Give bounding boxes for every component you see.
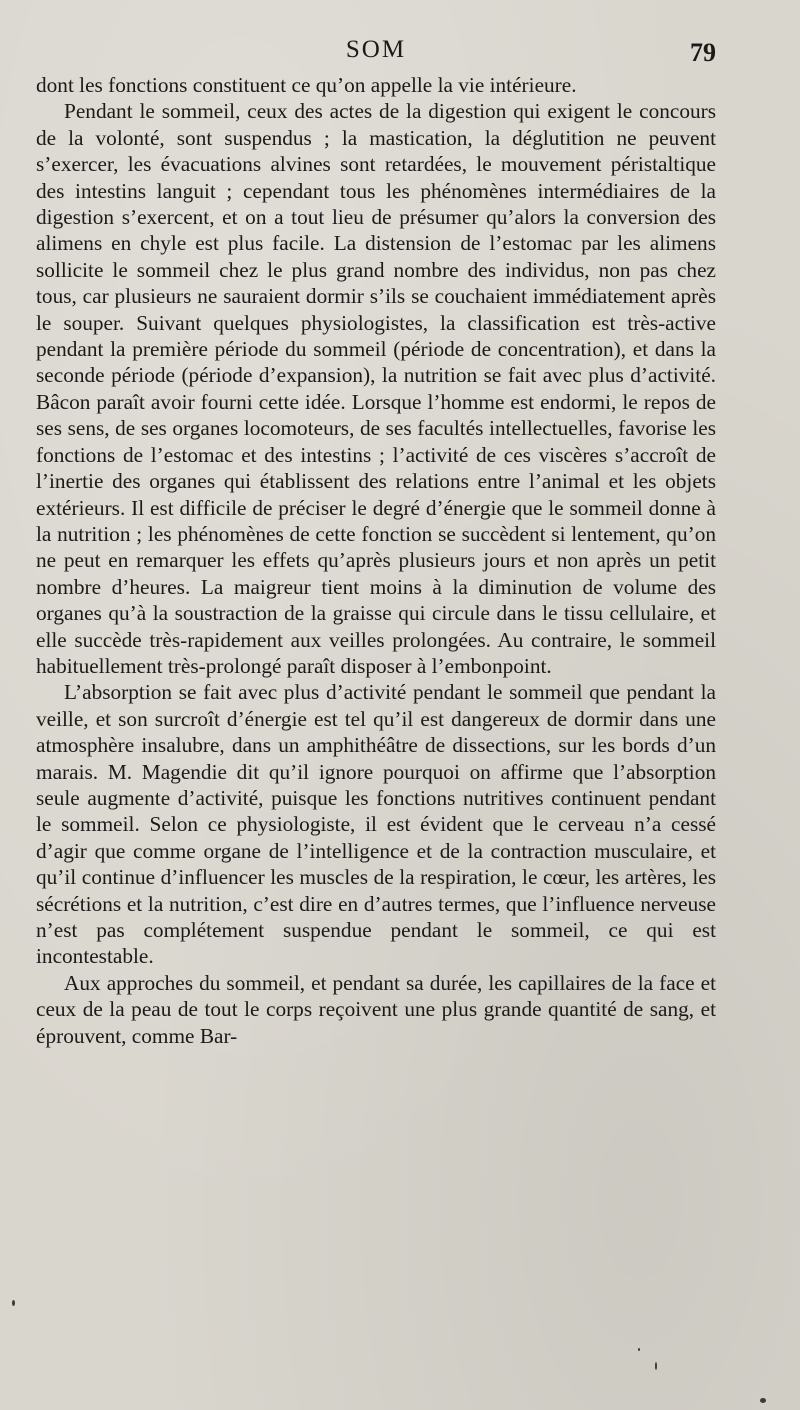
paper-speck [638, 1348, 640, 1351]
running-title: SOM [345, 36, 407, 63]
page-number: 79 [690, 38, 716, 67]
page-header [36, 36, 716, 76]
paper-speck [12, 1300, 15, 1306]
paragraph-continuation: dont les fonctions constituent ce qu’on appelle la vie intérieure. [36, 73, 577, 97]
paragraph-capillaries: Aux approches du sommeil, et pendant sa durée, les capillaires de la face et ceux de la peau de tout le corps reçoivent une plus grande quantité de sang, et éprouvent, comme Bar- [36, 970, 716, 1048]
body-text [36, 72, 716, 1049]
paragraph-absorption: L’absorption se fait avec plus d’activité pendant le sommeil que pendant la veille, et son surcroît d’énergie est tel qu’il est dangereux de dormir dans une atmosphère insalubre, dans un amphithéâtre de dissections, sur les bords d’un marais. M. Magendie dit qu’il ignore pourquoi on affirme que l’absorption seule augmente d’activité, puisque les fonctions nutritives continuent pendant le sommeil. Selon ce physiologiste, il est évident que le cerveau n’a cessé d’agir que comme organe de l’intelligence et de la contraction musculaire, et qu’il continue d’influencer les muscles de la respiration, le cœur, les artères, les sécrétions et la nutrition, c’est dire en d’autres termes, que l’influence nerveuse n’est pas complétement suspendue pendant le sommeil, ce qui est incontestable. [36, 680, 716, 969]
paper-speck [655, 1362, 657, 1370]
paper-speck [760, 1398, 766, 1403]
paragraph-digestion: Pendant le sommeil, ceux des actes de la digestion qui exigent le concours de la volonté, sont suspendus ; la mastication, la déglutition ne peuvent s’exercer, les évacuations alvines sont retardées, le mouvement péristaltique des intestins languit ; cependant tous les phénomènes intermédiaires de la digestion s’exercent, et on a tout lieu de présumer qu’alors la conversion des alimens en chyle est plus facile. La distension de l’estomac par les alimens sollicite le sommeil chez le plus grand nombre des individus, non pas chez tous, car plusieurs ne sauraient dormir s’ils se couchaient immédiatement après le souper. Suivant quelques physiologistes, la classification est très-active pendant la première période du sommeil (période de concentration), et dans la seconde période (période d’expansion), la nutrition se fait avec plus d’activité. Bâcon paraît avoir fourni cette idée. Lorsque l’homme est endormi, le repos de ses sens, de ses organes locomoteurs, de ses facultés intellectuelles, favorise les fonctions de l’estomac et des intestins ; l’activité de ces viscères s’accroît de l’inertie des organes qui établissent des relations entre l’animal et les objets extérieurs. Il est difficile de préciser le degré d’énergie que le sommeil donne à la nutrition ; les phénomènes de cette fonction se succèdent si lentement, qu’on ne peut en remarquer les effets qu’après plusieurs jours et non après un petit nombre d’heures. La maigreur tient moins à la diminution de volume des organes qu’à la soustraction de la graisse qui circule dans le tissu cellulaire, et elle succède très-rapidement aux veilles prolongées. Au contraire, le sommeil habituellement très-prolongé paraît disposer à l’embonpoint. [36, 99, 716, 678]
